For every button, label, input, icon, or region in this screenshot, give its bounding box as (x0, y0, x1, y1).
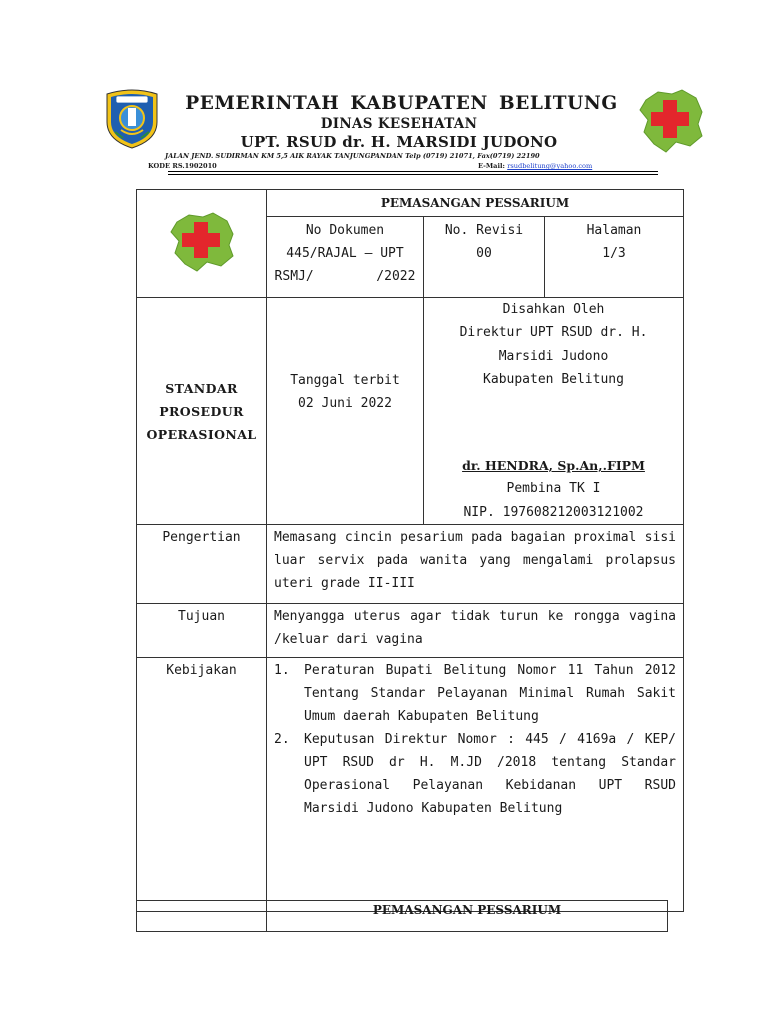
government-name: PEMERINTAH KABUPATEN BELITUNG (185, 93, 618, 114)
list-item-text: Keputusan Direktur Nomor : 445 / 4169a / KEP/ UPT RSUD dr H. M.JD /2018 tentang Standar Operasional Pelayanan Kebidanan UPT RSUD Marsidi Judono Kabupaten Belitung (304, 732, 676, 817)
approver-title-2: Marsidi Judono (498, 348, 609, 364)
list-item-text: Peraturan Bupati Belitung Nomor 11 Tahun 2012 Tentang Standar Pelayanan Minimal Rumah Sakit Umum daerah Kabupaten Belitung (304, 663, 676, 725)
sop-header-table (136, 189, 684, 912)
list-item (274, 728, 676, 820)
page2-logo-cell (137, 901, 267, 932)
email-label: E-Mail: (478, 162, 505, 170)
sop-label-line1: STANDAR (165, 380, 238, 396)
letterhead-rule (168, 171, 658, 172)
hospital-unit-name: UPT. RSUD dr. H. MARSIDI JUDONO (240, 133, 558, 151)
sop-label-line3: OPERASIONAL (146, 426, 257, 442)
doc-number-cell (267, 217, 424, 298)
pengertian-text: Memasang cincin pesarium pada bagaian proximal sisi luar servix pada wanita yang mengalami prolapsus uteri grade II-III (267, 525, 684, 604)
approved-by: Disahkan Oleh (502, 302, 605, 317)
signer-rank: Pembina TK I (506, 481, 601, 497)
revision-cell (424, 217, 545, 298)
tujuan-label: Tujuan (137, 604, 267, 658)
page2-title: PEMASANGAN PESSARIUM (267, 901, 668, 932)
hospital-email (478, 162, 592, 170)
sop-label-line2: PROSEDUR (159, 403, 244, 419)
pengertian-label: Pengertian (137, 525, 267, 604)
list-item (274, 659, 676, 728)
issue-date-cell (267, 298, 424, 525)
signature-space (424, 391, 683, 454)
email-link[interactable]: rsudbelitung@yahoo.com (507, 162, 593, 170)
list-item-number: 1. (274, 663, 290, 679)
hospital-cross-map-icon (636, 86, 706, 156)
page-label: Halaman (586, 223, 642, 238)
kebijakan-list (274, 659, 676, 820)
doc-number-label: No Dokumen (305, 223, 385, 238)
page-value: 1/3 (602, 246, 626, 261)
list-item-number: 2. (274, 732, 290, 748)
kebijakan-cell (267, 658, 684, 912)
issue-date: 02 Juni 2022 (298, 396, 392, 412)
sop-label (137, 298, 267, 525)
approval-cell (424, 298, 684, 525)
sop-header-table-page2 (136, 900, 668, 932)
kebijakan-label: Kebijakan (137, 658, 267, 912)
sop-logo-cell (137, 190, 267, 298)
department-name: DINAS KESEHATAN (320, 116, 478, 132)
tujuan-text: Menyangga uterus agar tidak turun ke rongga vagina /keluar dari vagina (267, 604, 684, 658)
letterhead-rule-thin (168, 174, 658, 175)
signer-nip: NIP. 197608212003121002 (463, 504, 644, 520)
hospital-code: KODE RS.1902010 (148, 162, 217, 170)
doc-number-line2: RSMJ/ /2022 (274, 269, 416, 284)
signer-name: dr. HENDRA, Sp.An,.FIPM (462, 458, 645, 474)
sop-title: PEMASANGAN PESSARIUM (267, 190, 684, 217)
revision-value: 00 (476, 246, 492, 261)
issue-label: Tanggal terbit (290, 373, 400, 389)
approver-title-1: Direktur UPT RSUD dr. H. (459, 325, 648, 341)
hospital-cross-map-icon (166, 210, 238, 274)
doc-number-line1: 445/RAJAL – UPT (286, 246, 404, 261)
approver-title-3: Kabupaten Belitung (483, 371, 624, 387)
page-cell (545, 217, 684, 298)
revision-label: No. Revisi (444, 223, 524, 238)
hospital-address: JALAN JEND. SUDIRMAN KM 5,5 AIK RAYAK TANJUNGPANDAN Telp (0719) 21071, Fax(0719) 22190 (165, 152, 540, 160)
